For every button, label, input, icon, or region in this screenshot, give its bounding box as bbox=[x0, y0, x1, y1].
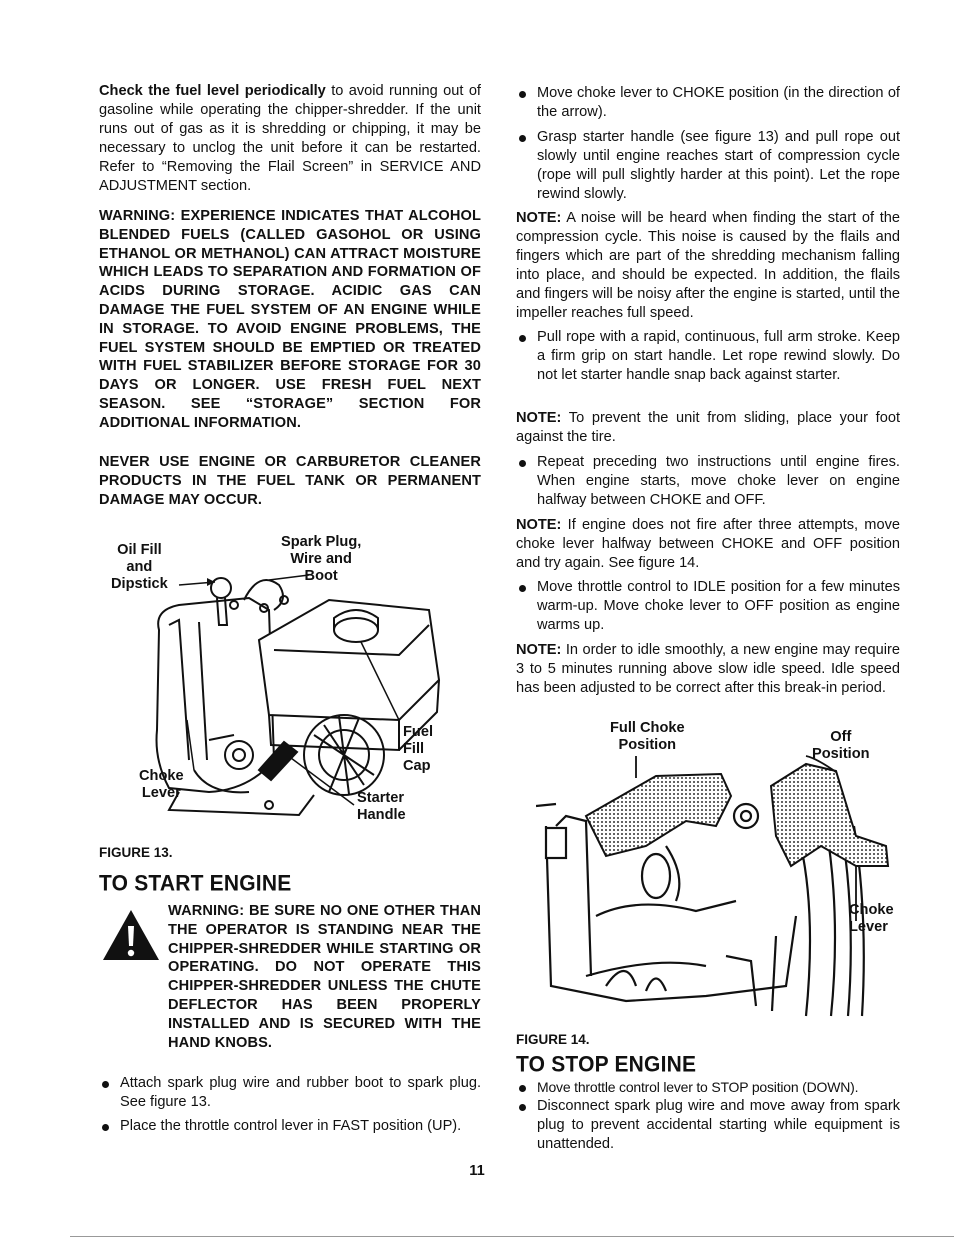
throttle-bullet: Move throttle control to IDLE position for a few minutes warm-up. Move choke lever to OFF position as engine warms up. bbox=[516, 578, 900, 635]
bottom-rule bbox=[70, 1236, 954, 1237]
pull-rope-bullet: Pull rope with a rapid, continuous, full arm stroke. Keep a firm grip on start handle. Let rope rewind slowly. Do not let starter handle snap back against starter. bbox=[516, 328, 900, 385]
fuel-check-lead: Check the fuel level periodically bbox=[99, 83, 326, 99]
fuel-fill-cap-label: Fuel Fill Cap bbox=[403, 724, 433, 774]
warning-triangle-icon bbox=[101, 908, 161, 962]
oil-fill-dipstick-label: Oil Fill and Dipstick bbox=[111, 542, 168, 592]
page-number: 11 bbox=[469, 1163, 485, 1179]
figure-14-caption: FIGURE 14. bbox=[516, 1032, 590, 1047]
repeat-bullet: Repeat preceding two instructions until engine fires. When engine starts, move choke lever on engine halfway between CHOKE and OFF. bbox=[516, 453, 900, 510]
start-bullet-2: Place the throttle control lever in FAST position (UP). bbox=[99, 1117, 481, 1136]
alcohol-fuel-warning: WARNING: EXPERIENCE INDICATES THAT ALCOHOL BLENDED FUELS (CALLED GASOHOL OR USING ETHANOL OR METHANOL) CAN ATTRACT MOISTURE WHICH LEADS TO SEPARATION AND FORMATION OF ACIDS DURING STORAGE. ACIDIC GAS CAN DAMAGE THE FUEL SYSTEM OF AN ENGINE WHILE IN STORAGE. TO AVOID ENGINE PROBLEMS, THE FUEL SYSTEM SHOULD BE EMPTIED OR TREATED WITH FUEL STABILIZER BEFORE STORAGE FOR 30 DAYS OR LONGER. USE FRESH FUEL NEXT SEASON. SEE “STORAGE” SECTION FOR ADDITIONAL INFORMATION. bbox=[99, 208, 481, 431]
bullet-dot bbox=[519, 460, 526, 467]
choke-lever-label-fig14: Choke Lever bbox=[849, 902, 894, 935]
stop-bullet-2: Disconnect spark plug wire and move away from spark plug to prevent accidental starting while equipment is unattended. bbox=[516, 1097, 900, 1154]
grasp-handle-bullet: Grasp starter handle (see figure 13) and pull rope out slowly until engine reaches start of compression cycle (rope will pull slightly harder at this point). Let the rope rewind slowly. bbox=[516, 128, 900, 204]
start-warning: WARNING: BE SURE NO ONE OTHER THAN THE OPERATOR IS STANDING NEAR THE CHIPPER-SHREDDER WHILE STARTING OR OPERATING. DO NOT OPERATE THIS CHIPPER-SHREDDER UNLESS THE CHUTE DEFLECTOR HAS BEEN PROPERLY INSTALLED AND IS SECURED WITH THE HAND KNOBS. bbox=[168, 903, 481, 1051]
bullet-dot bbox=[519, 1104, 526, 1111]
choke-bullet: Move choke lever to CHOKE position (in the direction of the arrow). bbox=[516, 84, 900, 122]
bullet-dot bbox=[102, 1124, 109, 1131]
cleaner-warning: NEVER USE ENGINE OR CARBURETOR CLEANER PRODUCTS IN THE FUEL TANK OR PERMANENT DAMAGE MAY OCCUR. bbox=[99, 454, 481, 508]
bullet-dot bbox=[519, 335, 526, 342]
note-4: NOTE: In order to idle smoothly, a new engine may require 3 to 5 minutes running above slow idle speed. Idle speed has been adjusted to be correct after this break-in period. bbox=[516, 642, 900, 696]
bullet-dot bbox=[519, 585, 526, 592]
bullet-dot bbox=[519, 91, 526, 98]
choke-lever-label: Choke Lever bbox=[139, 768, 184, 801]
bullet-dot bbox=[102, 1081, 109, 1088]
starter-handle-label: Starter Handle bbox=[357, 790, 406, 823]
figure-13 bbox=[99, 530, 481, 830]
figure-14 bbox=[536, 716, 900, 1021]
note-2: NOTE: To prevent the unit from sliding, place your foot against the tire. bbox=[516, 410, 900, 445]
bullet-dot bbox=[519, 1085, 526, 1092]
fuel-check-body: to avoid running out of gasoline while operating the chipper-shredder. If the unit runs out of gas as it is shredding or chipping, it may be necessary to unclog the unit before it can be restarted. Refer to “Removing the Flail Screen” in SERVICE AND ADJUSTMENT section. bbox=[99, 83, 481, 194]
figure-13-caption: FIGURE 13. bbox=[99, 845, 173, 860]
start-engine-heading: TO START ENGINE bbox=[99, 871, 292, 896]
bullet-dot bbox=[519, 135, 526, 142]
stop-bullet-1: Move throttle control lever to STOP position (DOWN). bbox=[516, 1078, 900, 1097]
start-bullet-1: Attach spark plug wire and rubber boot to spark plug. See figure 13. bbox=[99, 1074, 481, 1112]
fuel-check-paragraph bbox=[99, 82, 481, 196]
stop-engine-heading: TO STOP ENGINE bbox=[516, 1052, 697, 1077]
note-3: NOTE: If engine does not fire after three attempts, move choke lever halfway between CHOKE and OFF position and try again. See figure 14. bbox=[516, 517, 900, 571]
note-1: NOTE: A noise will be heard when finding the start of the compression cycle. This noise is caused by the flails and fingers which are part of the shredding mechanism falling into place, and should be expected. In addition, the flails and fingers will be noisy after the engine is started, until the impeller reaches full speed. bbox=[516, 210, 900, 321]
spark-plug-label: Spark Plug, Wire and Boot bbox=[281, 534, 362, 584]
off-position-label: Off Position bbox=[812, 729, 870, 762]
full-choke-label: Full Choke Position bbox=[610, 720, 685, 753]
